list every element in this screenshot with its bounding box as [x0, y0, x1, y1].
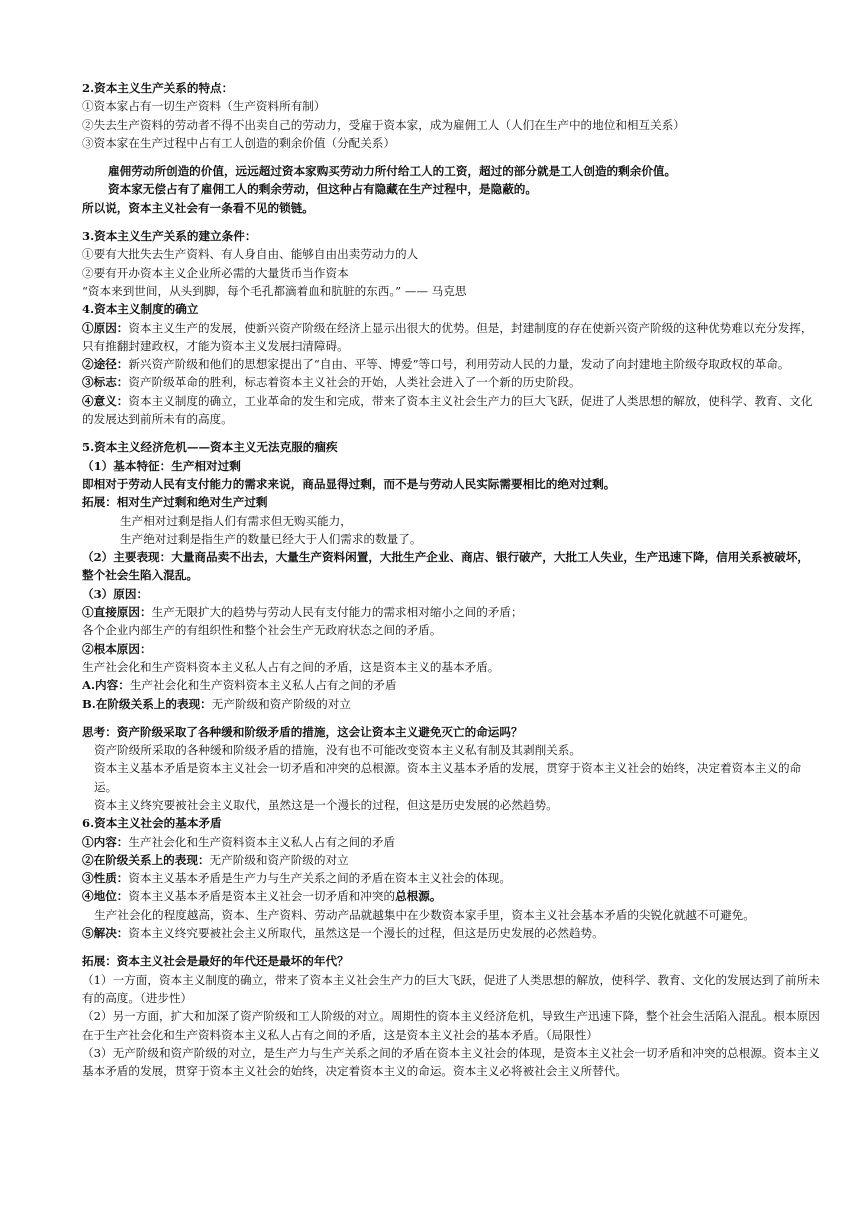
section-2-item-3: ③资本家在生产过程中占有工人创造的剩余价值（分配关系） [82, 135, 396, 150]
s6-relation [82, 851, 820, 869]
think-para-3: 资本主义终究要被社会主义取代，虽然这是一个漫长的过程，但这是历史发展的必然趋势。 [94, 797, 558, 812]
section-4-reason [82, 319, 820, 356]
marx-quote: “资本来到世间，从头到脚，每个毛孔都滴着血和肮脏的东西。” —— 马克思 [82, 283, 467, 298]
section-5-title: 5.资本主义经济危机——资本主义无法克服的痼疾 [82, 440, 338, 455]
extension-title: 拓展：相对生产过剩和绝对生产过剩 [82, 495, 268, 510]
extension-2-para-2: （2）另一方面，扩大和加深了资产阶级和工人阶级的对立。周期性的资本主义经济危机，导致生产迅速下降，整个社会生活陷入混乱。根本原因在于生产社会化和生产资料资本主义私人占有之间的矛盾，这是资本主义社会的基本矛盾。（局限性） [82, 1009, 820, 1042]
sign-text: 资产阶级革命的胜利，标志着资本主义社会的开始，人类社会进入了一个新的历史阶段。 [128, 375, 581, 390]
meaning-label: ④意义： [82, 393, 129, 408]
section-2-title: 2.资本主义生产关系的特点： [82, 81, 234, 95]
content-a [82, 676, 820, 694]
think-para-2: 资本主义基本矛盾是资本主义社会一切矛盾和冲突的总根源。资本主义基本矛盾的发展，贯穿于资本主义社会的始终，决定着资本主义的命运。 [94, 761, 802, 794]
direct-cause-text: 生产无限扩大的趋势与劳动人民有支付能力的需求相对缩小之间的矛盾； [151, 605, 523, 620]
reason-label: ①原因： [82, 320, 129, 335]
think-title: 思考：资产阶级采取了各种缓和阶级矛盾的措施，这会让资本主义避免灭亡的命运吗？ [82, 724, 523, 739]
section-2-note-1: 雇佣劳动所创造的价值，远远超过资本家购买劳动力所付给工人的工资，超过的部分就是工人创造的剩余价值。 [108, 164, 677, 179]
content-a-label: A.内容： [82, 678, 130, 693]
main-manifestation: （2）主要表现：大量商品卖不出去，大量生产资料闲置，大批生产企业、商店、银行破产，大批工人失业，生产迅速下降，信用关系被破坏，整个社会生陷入混乱。 [82, 550, 809, 583]
reason-text: 资本主义生产的发展，使新兴资产阶级在经济上显示出很大的优势。但是，封建制度的存在使新兴资产阶级的这种优势难以充分发挥，只有推翻封建政权，才能为资本主义发展扫清障碍。 [82, 320, 813, 353]
root-cause-text: 生产社会化和生产资料资本主义私人占有之间的矛盾，这是资本主义的基本矛盾。 [82, 659, 500, 674]
section-3-title: 3.资本主义生产关系的建立条件： [82, 229, 257, 244]
s6-solution-text: 资本主义终究要被社会主义所取代，虽然这是一个漫长的过程，但这是历史发展的必然趋势。 [128, 926, 604, 941]
section-4-sign [82, 373, 820, 391]
direct-cause [82, 603, 820, 621]
content-b [82, 695, 820, 713]
s6-content-label: ①内容： [82, 834, 129, 849]
think-para-1: 资产阶级所采取的各种缓和阶级矛盾的措施，没有也不可能改变资本主义私有制及其剥削关系。 [94, 743, 581, 758]
section-3-item-2: ②要有开办资本主义企业所必需的大量货币当作资本 [82, 265, 349, 280]
extension-2-para-3: （3）无产阶级和资产阶级的对立，是生产力与生产关系之间的矛盾在资本主义社会的体现，是资本主义社会一切矛盾和冲突的总根源。资本主义基本矛盾的发展，贯穿于资本主义社会的始终，决定着资本主义的命运。资本主义必将被社会主义所替代。 [82, 1045, 820, 1079]
meaning-text: 资本主义制度的确立，工业革命的发生和完成，带来了资本主义社会生产力的巨大飞跃，促进了人类思想的解放，使科学、教育、文化的发展达到前所未有的高度。 [82, 393, 813, 427]
content-b-label: B.在阶级关系上的表现： [82, 696, 212, 711]
content-a-text: 生产社会化和生产资料资本主义私人占有之间的矛盾 [129, 678, 397, 693]
direct-cause-2: 各个企业内部生产的有组织性和整个社会生产无政府状态之间的矛盾。 [82, 623, 442, 638]
sign-label: ③标志： [82, 375, 129, 390]
s6-content-text: 生产社会化和生产资料资本主义私人占有之间的矛盾 [128, 834, 396, 849]
section-2-note-2: 资本家无偿占有了雇佣工人的剩余劳动，但这种占有隐藏在生产过程中，是隐蔽的。 [108, 182, 537, 197]
way-label: ②途径： [82, 357, 129, 372]
feature-text: 即相对于劳动人民有支付能力的需求来说，商品显得过剩，而不是与劳动人民实际需要相比的绝对过剩。 [82, 476, 616, 491]
s6-relation-label: ②在阶级关系上的表现： [82, 852, 210, 867]
s6-solution [82, 924, 820, 942]
section-2-item-1: ①资本家占有一切生产资料（生产资料所有制） [82, 99, 326, 114]
extension-line-1: 生产相对过剩是指人们有需求但无购买能力， [120, 513, 352, 528]
section-3-item-1: ①要有大批失去生产资料、有人身自由、能够自由出卖劳动力的人 [82, 247, 419, 262]
s6-relation-text: 无产阶级和资产阶级的对立 [209, 852, 349, 867]
section-4-meaning [82, 392, 820, 429]
section-4-title: 4.资本主义制度的确立 [82, 302, 199, 317]
root-cause-label: ②根本原因： [82, 641, 152, 656]
s6-nature [82, 869, 820, 887]
direct-cause-label: ①直接原因： [82, 605, 152, 620]
s6-status [82, 887, 820, 905]
section-4-way [82, 355, 820, 373]
s6-nature-text: 资本主义基本矛盾是生产力与生产关系之间的矛盾在资本主义社会的体现。 [128, 871, 511, 886]
s6-status-label: ④地位： [82, 889, 129, 904]
extension-2-title: 拓展：资本主义社会是最好的年代还是最坏的年代？ [82, 954, 349, 969]
feature-title: （1）基本特征：生产相对过剩 [82, 458, 241, 473]
s6-nature-label: ③性质： [82, 871, 129, 886]
cause-title: （3）原因： [82, 586, 149, 601]
way-text: 新兴资产阶级和他们的思想家提出了“自由、平等、博爱”等口号，利用劳动人民的力量，发动了向封建地主阶级夺取政权的革命。 [128, 357, 790, 372]
s6-content [82, 833, 820, 851]
content-b-text: 无产阶级和资产阶级的对立 [211, 696, 351, 711]
s6-solution-label: ⑤解决： [82, 926, 129, 941]
s6-status-text: 资本主义基本矛盾是资本主义社会一切矛盾和冲突的 [128, 889, 396, 904]
extension-2-para-1: （1）一方面，资本主义制度的确立，带来了资本主义社会生产力的巨大飞跃，促进了人类思想的解放，使科学、教育、文化的发展达到了前所未有的高度。（进步性） [82, 972, 820, 1005]
section-2-note-3: 所以说，资本主义社会有一条看不见的锁链。 [82, 200, 314, 215]
s6-status-para: 生产社会化的程度越高，资本、生产资料、劳动产品就越集中在少数资本家手里，资本主义社会基本矛盾的尖锐化就越不可避免。 [94, 907, 755, 922]
s6-status-bold: 总根源。 [395, 889, 442, 904]
section-2-item-2: ②失去生产资料的劳动者不得不出卖自己的劳动力，受雇于资本家，成为雇佣工人（人们在生产中的地位和相互关系） [82, 117, 685, 132]
extension-line-2: 生产绝对过剩是指生产的数量已经大于人们需求的数量了。 [120, 531, 422, 546]
section-6-title: 6.资本主义社会的基本矛盾 [82, 816, 222, 831]
